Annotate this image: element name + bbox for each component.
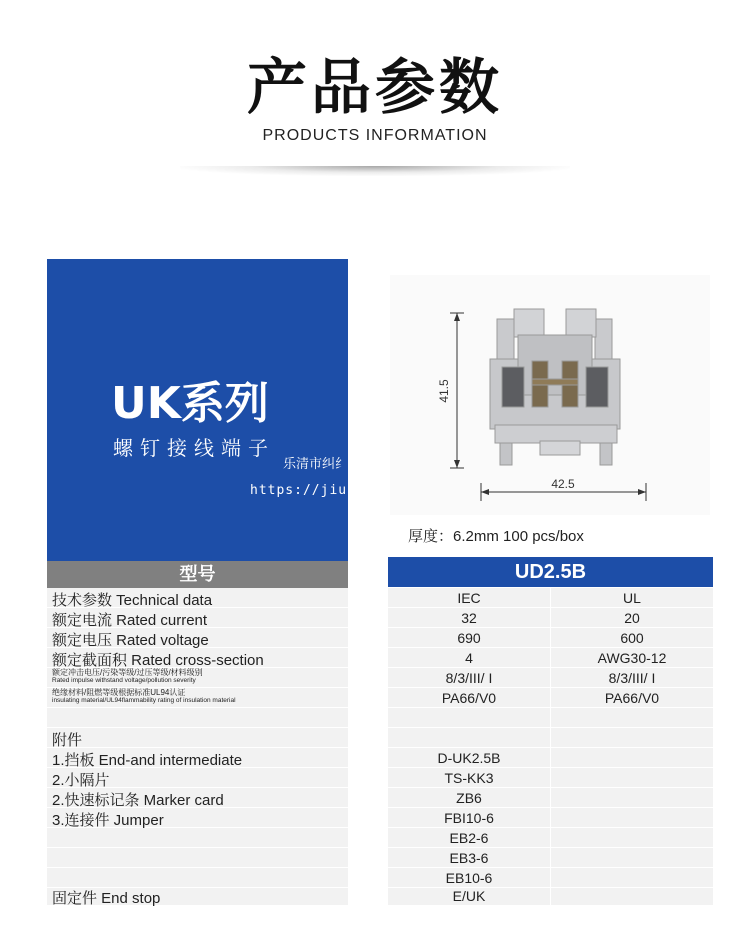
table-row: EB2-6 xyxy=(388,828,713,848)
table-row: 附件 xyxy=(47,728,348,748)
table-row xyxy=(47,868,348,888)
table-row: 固定件 End stop xyxy=(47,886,348,906)
title-shadow-divider xyxy=(180,166,570,176)
table-row xyxy=(47,828,348,848)
height-dimension-label: 41.5 xyxy=(437,379,451,403)
terminal-block-drawing xyxy=(390,275,710,515)
product-drawing-panel xyxy=(390,275,710,515)
table-row xyxy=(388,708,713,728)
series-subtitle: 螺钉接线端子 xyxy=(113,436,275,460)
table-row: TS-KK3 xyxy=(388,768,713,788)
table-row: 技术参数 Technical data xyxy=(47,588,348,608)
table-row: 8/3/III/ I 8/3/III/ I xyxy=(388,668,713,688)
table-row: 2.小隔片 xyxy=(47,768,348,788)
table-row: D-UK2.5B xyxy=(388,748,713,768)
table-row: EB3-6 xyxy=(388,848,713,868)
terminal-block-body xyxy=(490,309,620,465)
table-row: 32 20 xyxy=(388,608,713,628)
table-row: 3.连接件 Jumper xyxy=(47,808,348,828)
thickness-info: 厚度：6.2mm 100 pcs/box xyxy=(408,528,584,545)
table-row: 额定电流 Rated current xyxy=(47,608,348,628)
table-row: 2.快速标记条 Marker card xyxy=(47,788,348,808)
table-row: PA66/V0 PA66/V0 xyxy=(388,688,713,708)
series-title: UK系列 xyxy=(111,378,269,429)
table-row: 1.挡板 End-and intermediate xyxy=(47,748,348,768)
spec-labels-table xyxy=(47,588,348,906)
width-dimension-label: 42.5 xyxy=(551,477,575,491)
table-row: FBI10-6 xyxy=(388,808,713,828)
table-row: IEC UL xyxy=(388,588,713,608)
series-banner xyxy=(47,259,365,561)
page-title-zh: 产品参数 xyxy=(247,53,503,123)
table-row: 额定电压 Rated voltage xyxy=(47,628,348,648)
spec-values-table xyxy=(388,588,713,906)
table-row xyxy=(47,848,348,868)
watermark-url: https://jiuji xyxy=(250,483,365,498)
table-row: 690 600 xyxy=(388,628,713,648)
table-row: 4 AWG30-12 xyxy=(388,648,713,668)
page-title-en: PRODUCTS INFORMATION xyxy=(262,127,488,144)
watermark-company: 乐清市纠纟 xyxy=(283,456,349,471)
table-row: 额定冲击电压/污染等级/过压等级/材料级别 Rated impulse withstand voltage/pollution severity xyxy=(47,668,348,688)
table-row: ZB6 xyxy=(388,788,713,808)
table-row xyxy=(388,728,713,748)
table-row: 绝缘材料/阻燃等级根据标准UL94认证 insulating material/UL94flammability rating of insulation material xyxy=(47,688,348,708)
table-row: EB10-6 xyxy=(388,868,713,888)
table-row: 额定截面积 Rated cross-section xyxy=(47,648,348,668)
model-name-header: UD2.5B xyxy=(388,557,713,587)
model-column-header: 型号 xyxy=(47,561,348,588)
table-row xyxy=(47,708,348,728)
table-row: E/UK xyxy=(388,886,713,906)
